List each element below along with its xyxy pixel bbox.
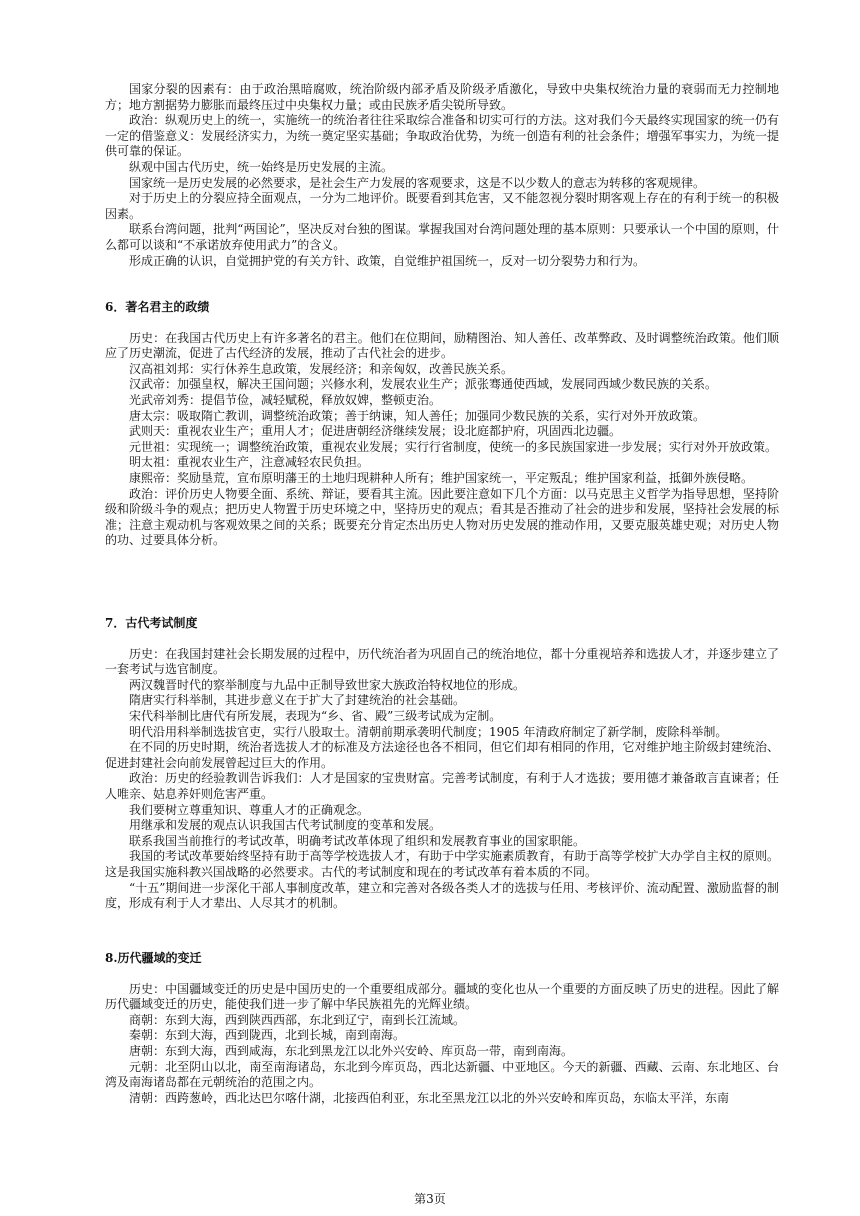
paragraph: 我国的考试改革要始终坚持有助于高等学校选拔人才，有助于中学实施素质教育，有助于高等学校扩大办学自主权的原则。这是我国实施科教兴国战略的必然要求。古代的考试制度和现在的考试改革有着本质的不同。 (105, 849, 779, 879)
paragraph: 国家分裂的因素有：由于政治黑暗腐败，统治阶级内部矛盾及阶级矛盾激化，导致中央集权统治力量的衰弱而无力控制地方；地方割据势力膨胀而最终压过中央集权力量；或由民族矛盾尖锐所导致。 (105, 82, 779, 112)
section-heading: 8.历代疆域的变迁 (105, 951, 202, 965)
paragraph: 元朝：北至阴山以北，南至南海诸岛，东北到今库页岛，西北达新疆、中亚地区。今天的新疆、西藏、云南、东北地区、台湾及南海诸岛都在元朝统治的范围之内。 (105, 1059, 779, 1090)
paragraph: 用继承和发展的观点认识我国古代考试制度的变革和发展。 (129, 818, 442, 833)
paragraph: 在不同的历史时期，统治者选拔人才的标准及方法途径也各不相同，但它们却有相同的作用，它对维护地主阶级封建统治、促进封建社会向前发展曾起过巨大的作用。 (105, 740, 779, 770)
paragraph: 政治：评价历史人物要全面、系统、辩证，要看其主流。因此要注意如下几个方面：以马克思主义哲学为指导思想，坚持阶级和阶级斗争的观点；把历史人物置于历史环境之中，坚持历史的观点；看其是否推动了社会的进步和发展，坚持社会发展的标准；注意主观动机与客观效果之间的关系；既要充分肯定杰出历史人物对历史发展的推动作用，又要克服英雄史观；对历史人物的功、过要具体分析。 (105, 486, 779, 548)
section-territory-changes (105, 951, 779, 1106)
section-ancient-exams (105, 616, 779, 912)
section-heading: 7．古代考试制度 (105, 616, 198, 630)
paragraph: 历史：在我国古代历史上有许多著名的君主。他们在位期间，励精图治、知人善任、改革弊政、及时调整统治政策。他们顺应了历史潮流，促进了古代经济的发展，推动了古代社会的进步。 (105, 330, 779, 361)
paragraph: 清朝：西跨葱岭，西北达巴尔喀什湖，北接西伯利亚，东北至黑龙江以北的外兴安岭和库页岛，东临太平洋，东南 (129, 1090, 730, 1105)
paragraph: 武则天：重视农业生产；重用人才；促进唐朝经济继续发展；设北庭都护府，巩固西北边疆。 (129, 424, 622, 439)
paragraph: 明代沿用科举制选拔官吏，实行八股取士。清朝前期承袭明代制度；1905 年清政府制定了新学制，废除科举制。 (129, 724, 728, 739)
section-unification (105, 82, 779, 269)
paragraph: 商朝：东到大海，西到陕西西部，东北到辽宁，南到长江流域。 (129, 1012, 466, 1027)
paragraph: 汉高祖刘邦：实行休养生息政策，发展经济；和亲匈奴，改善民族关系。 (129, 361, 514, 376)
paragraph: 宋代科举制比唐代有所发展，表现为“乡、省、殿”三级考试成为定制。 (129, 708, 502, 723)
paragraph: 两汉魏晋时代的察举制度与九品中正制导致世家大族政治特权地位的形成。 (129, 677, 526, 692)
paragraph: 国家统一是历史发展的必然要求，是社会生产力发展的客观要求，这是不以少数人的意志为转移的客观规律。 (129, 175, 706, 190)
paragraph: 纵观中国古代历史，统一始终是历史发展的主流。 (129, 159, 394, 174)
paragraph: 隋唐实行科举制，其进步意义在于扩大了封建统治的社会基础。 (129, 693, 466, 708)
paragraph: 汉武帝：加强皇权，解决王国问题；兴修水利，发展农业生产；派张骞通使西域，发展同西域少数民族的关系。 (129, 377, 718, 392)
paragraph: 对于历史上的分裂应持全面观点，一分为二地评价。既要看到其危害，又不能忽视分裂时期客观上存在的有利于统一的积极因素。 (105, 191, 779, 221)
paragraph: 联系我国当前推行的考试改革，明确考试改革体现了组织和发展教育事业的国家职能。 (129, 833, 586, 848)
paragraph: 政治：历史的经验教训告诉我们：人才是国家的宝贵财富。完善考试制度，有利于人才选拔；要用德才兼备敢言直谏者；任人唯亲、姑息养奸则危害严重。 (105, 771, 779, 801)
paragraph: 形成正确的认识，自觉拥护党的有关方针、政策，自觉维护祖国统一，反对一切分裂势力和行为。 (129, 253, 646, 268)
paragraph: 联系台湾问题，批判“两国论”，坚决反对台独的图谋。掌握我国对台湾问题处理的基本原则：只要承认一个中国的原则，什么都可以谈和“不承诺放弃使用武力”的含义。 (105, 222, 779, 252)
paragraph: 我们要树立尊重知识、尊重人才的正确观念。 (129, 802, 370, 817)
paragraph: 元世祖：实现统一；调整统治政策，重视农业发展；实行行省制度，使统一的多民族国家进一步发展；实行对外开放政策。 (129, 439, 778, 454)
paragraph: 秦朝：东到大海，西到陇西，北到长城，南到南海。 (129, 1028, 406, 1043)
paragraph: 唐朝：东到大海，西到咸海，东北到黑龙江以北外兴安岭、库页岛一带，南到南海。 (129, 1043, 574, 1058)
page-number: 第3页 (414, 1192, 446, 1206)
section-heading: 6．著名君主的政绩 (105, 300, 210, 314)
paragraph: 光武帝刘秀：提倡节俭，减轻赋税，释放奴婢，整顿吏治。 (129, 392, 442, 407)
paragraph: 唐太宗：吸取隋亡教训，调整统治政策；善于纳谏，知人善任；加强同少数民族的关系，实行对外开放政策。 (129, 408, 706, 423)
paragraph: 明太祖：重视农业生产，注意减轻农民负担。 (129, 455, 370, 470)
paragraph: 康熙帝：奖励垦荒，宣布原明藩王的土地归现耕种人所有；维护国家统一，平定叛乱；维护国家利益，抵御外族侵略。 (129, 470, 754, 485)
paragraph: 历史：在我国封建社会长期发展的过程中，历代统治者为巩固自己的统治地位，都十分重视培养和选拔人才，并逐步建立了一套考试与选官制度。 (105, 646, 779, 677)
section-famous-monarchs (105, 300, 779, 549)
paragraph: 政治：纵观历史上的统一，实施统一的统治者往往采取综合准备和切实可行的方法。这对我们今天最终实现国家的统一仍有一定的借鉴意义：发展经济实力，为统一奠定坚实基础；争取政治优势，为统一创造有利的社会条件；增强军事实力，为统一提供可靠的保证。 (105, 113, 779, 159)
paragraph: “十五”期间进一步深化干部人事制度改革，建立和完善对各级各类人才的选拔与任用、考核评价、流动配置、激励监督的制度，形成有利于人才辈出、人尽其才的机制。 (105, 880, 779, 911)
paragraph: 历史：中国疆域变迁的历史是中国历史的一个重要组成部分。疆域的变化也从一个重要的方面反映了历史的进程。因此了解历代疆域变迁的历史，能使我们进一步了解中华民族祖先的光辉业绩。 (105, 981, 779, 1012)
